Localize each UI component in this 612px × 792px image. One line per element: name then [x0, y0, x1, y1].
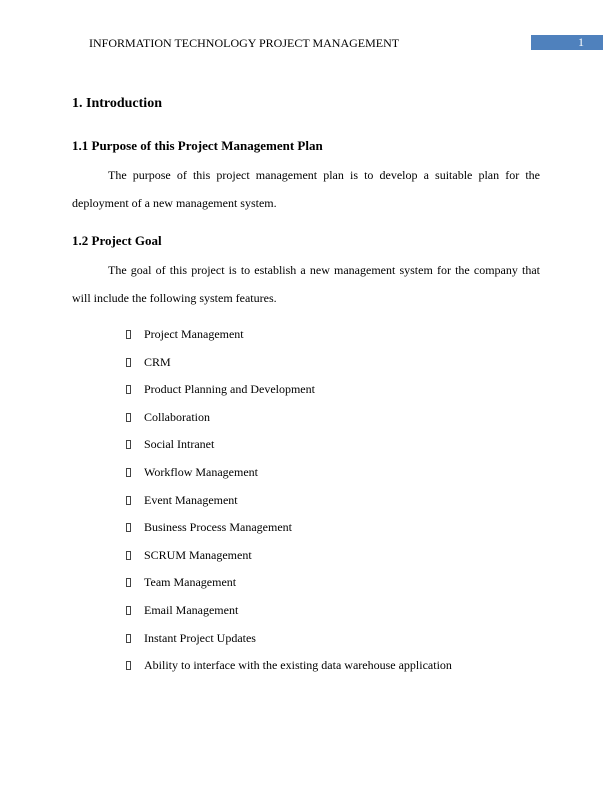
- bullet-icon: [126, 435, 144, 455]
- bullet-icon: [126, 629, 144, 649]
- list-item: [126, 656, 452, 684]
- paragraph-purpose: The purpose of this project management plan is to develop a suitable plan for the deployment of a new management system.: [72, 168, 540, 210]
- list-item: [126, 408, 452, 436]
- list-item: [126, 325, 452, 353]
- list-item: [126, 353, 452, 381]
- bullet-icon: [126, 463, 144, 483]
- bullet-icon: [126, 546, 144, 566]
- section-heading-goal: 1.2 Project Goal: [72, 233, 162, 248]
- list-item-label: Ability to interface with the existing data warehouse application: [144, 658, 452, 673]
- page-number-badge: [531, 35, 603, 50]
- bullet-icon: [126, 518, 144, 538]
- list-item: [126, 546, 452, 574]
- bullet-icon: [126, 408, 144, 428]
- list-item-label: Business Process Management: [144, 520, 292, 535]
- section-heading-purpose: 1.1 Purpose of this Project Management Plan: [72, 138, 323, 153]
- list-item: [126, 463, 452, 491]
- list-item: [126, 491, 452, 519]
- list-item-label: CRM: [144, 354, 171, 369]
- bullet-icon: [126, 353, 144, 373]
- list-item: [126, 573, 452, 601]
- bullet-icon: [126, 656, 144, 676]
- list-item: [126, 629, 452, 657]
- list-item-label: Project Management: [144, 327, 244, 341]
- list-item: [126, 601, 452, 629]
- list-item: [126, 435, 452, 463]
- list-item-label: Instant Project Updates: [144, 630, 256, 645]
- list-item-label: SCRUM Management: [144, 547, 252, 562]
- bullet-icon: [126, 601, 144, 621]
- section-heading-introduction: 1. Introduction: [72, 96, 162, 111]
- bullet-icon: [126, 325, 144, 345]
- feature-list: [126, 325, 452, 684]
- list-item-label: Workflow Management: [144, 464, 258, 479]
- list-item-label: Collaboration: [144, 409, 210, 424]
- running-header-title: INFORMATION TECHNOLOGY PROJECT MANAGEMENT: [89, 36, 400, 50]
- list-item: [126, 380, 452, 408]
- paragraph-goal: The goal of this project is to establish a new management system for the company that will include the following system features.: [72, 263, 540, 305]
- list-item-label: Social Intranet: [144, 437, 215, 452]
- bullet-icon: [126, 573, 144, 593]
- page-number: 1: [578, 35, 584, 49]
- list-item-label: Team Management: [144, 575, 237, 590]
- list-item-label: Email Management: [144, 602, 239, 617]
- list-item: [126, 518, 452, 546]
- list-item-label: Product Planning and Development: [144, 382, 315, 397]
- bullet-icon: [126, 380, 144, 400]
- bullet-icon: [126, 491, 144, 511]
- list-item-label: Event Management: [144, 492, 238, 507]
